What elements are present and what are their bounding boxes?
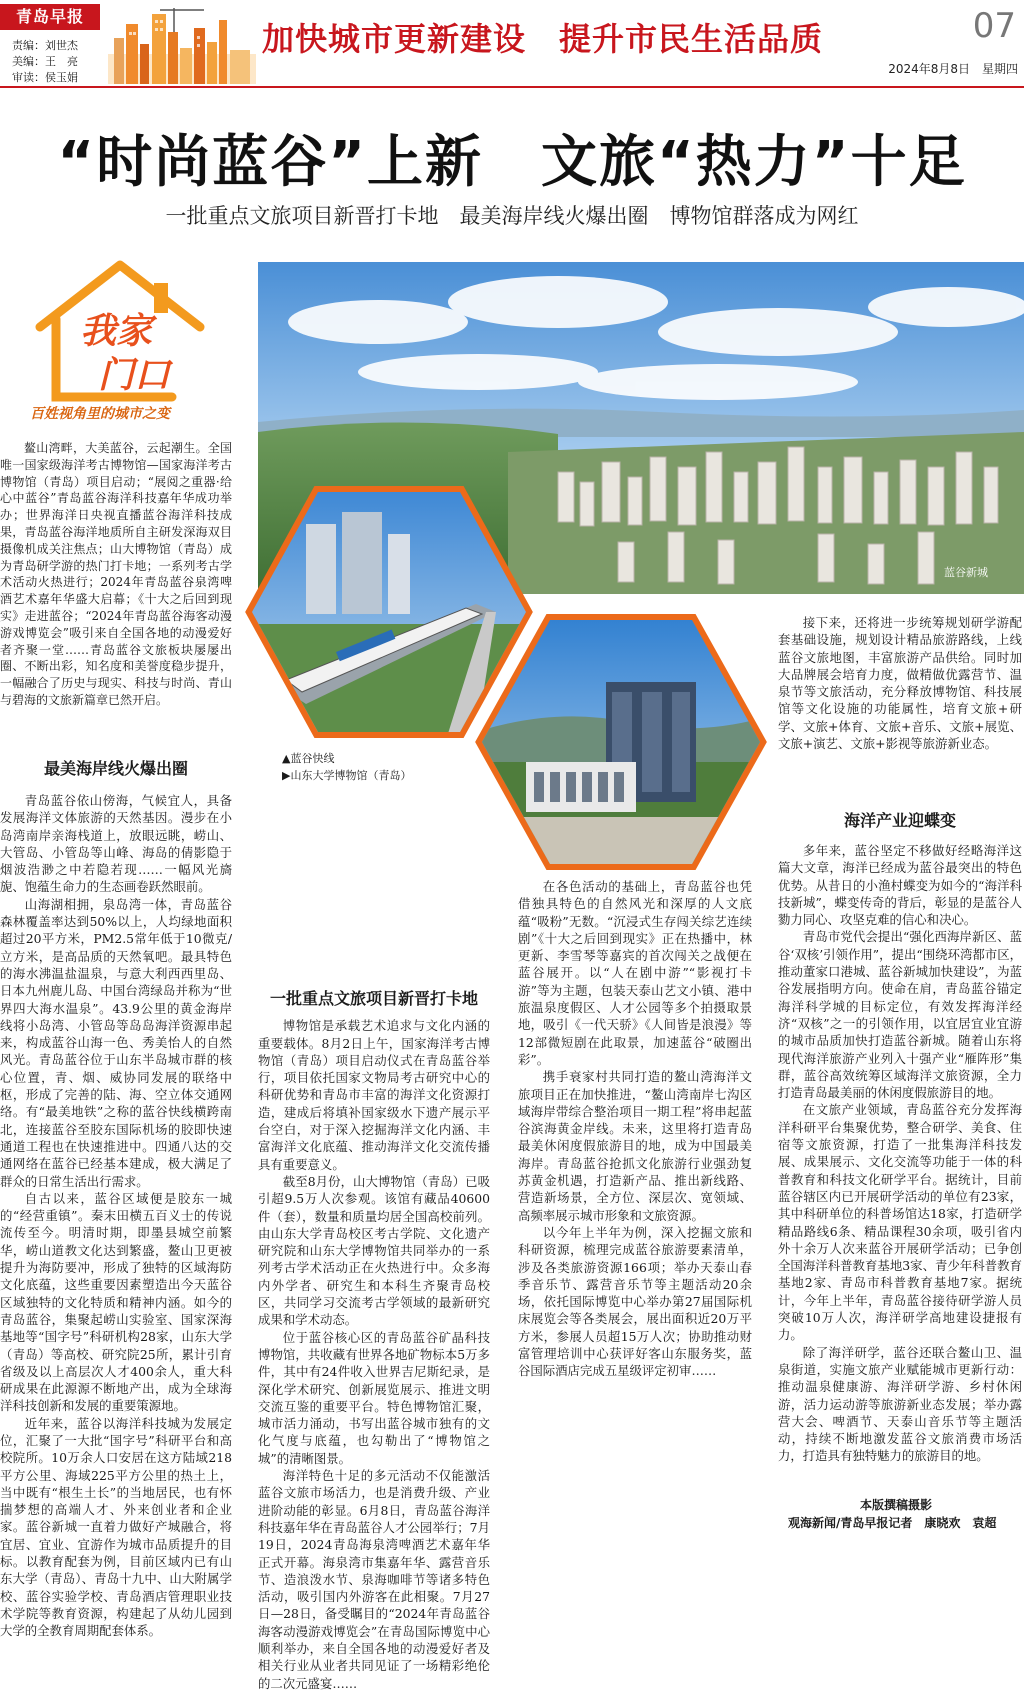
section-title-marine-industry: 海洋产业迎蝶变 bbox=[843, 811, 956, 830]
logo-title-top: 我家 bbox=[80, 311, 153, 352]
paragraph: 以今年上半年为例，深入挖掘文旅和科研资源，梳理完成蓝谷旅游要素清单，涉及各类旅游资源166项；举办天泰山春季音乐节、露营音乐节等主题活动20余场，依托国际博览中心举办第27届国际机床展览会等各类展会，展出面积近20万平方米，参展人员超15万人次；协助推动财富管理培训中心获评好客山东服务奖，蓝谷国际酒店完成五星级评定初审…… bbox=[518, 1224, 752, 1379]
paragraph: 携手衰家村共同打造的鳌山湾海洋文旅项目正在加快推进，“鳌山湾南岸七沟区域海岸带综合整治项目一期工程”将串起蓝谷滨海黄金岸线。未来，这里将打造青岛最美休闲度假旅游目的地，成为中国最美海岸。青岛蓝谷抢抓文化旅游行业强劲复苏黄金机遇，打造新产品、推出新线路、营造新场景，全方位、深层次、宽领域、高频率展示城市形象和文旅资源。 bbox=[518, 1069, 752, 1223]
photo-captions bbox=[282, 750, 411, 784]
paragraph: 在文旅产业领域，青岛蓝谷充分发挥海洋科研平台集聚优势，整合研学、美食、住宿等文旅资源，打造了一批集海洋科技发展、成果展示、文化交流等功能于一体的科普教育和科技文化研学平台。据统计，目前蓝谷辖区内已开展研学活动的单位有23家，其中科研单位的科普场馆达18家，打造研学精品路线6条、精品课程30余项，吸引省内外十余万人次来蓝谷开展研学活动；已争创全国海洋科普教育基地3家、青少年科普教育基地2家、青岛市科普教育基地7家。据统计，今年上半年，青岛蓝谷接待研学游人员突破10万人次，海洋研学高地建设捷报有力。 bbox=[778, 1102, 1022, 1343]
paragraph: 青岛蓝谷依山傍海，气候宜人，具备发展海洋文体旅游的天然基因。漫步在小岛湾南岸亲海栈道上，放眼远眺，崂山、大管岛、小管岛等山峰、海岛的倩影隐于烟波浩渺之中若隐若现……一幅风光旖旎、饱蕴生命力的生态画卷跃然眼前。 bbox=[0, 793, 232, 895]
logo-title-bottom: 门口 bbox=[98, 355, 171, 396]
paragraph: 多年来，蓝谷坚定不移做好经略海洋这篇大文章，海洋已经成为蓝谷最突出的特色优势。从昔日的小渔村蝶变为如今的“海洋科技新城”，蝶变传奇的背后，彰显的是蓝谷人勠力同心、攻坚克难的信心和决心。 bbox=[778, 843, 1022, 928]
skyline-illustration bbox=[108, 4, 256, 84]
column-2-spacer bbox=[258, 810, 490, 986]
reporter-credit-line: 观海新闻/青岛早报记者 康晓欢 袁超 bbox=[788, 1516, 997, 1530]
photo-credit-line: 本版撰稿摄影 bbox=[860, 1498, 933, 1512]
column-1-body bbox=[0, 792, 232, 1639]
paragraph: 接下来，还将进一步统筹规划研学游配套基础设施，规划设计精品旅游路线，上线蓝谷文旅地图，丰富旅游产品供给。同时加大品牌展会培育力度，做精做优露营节、温泉节等文旅活动，充分释放博物馆、科技展馆等文化设施的功能属性，培育文旅+研学、文旅+体育、文旅+音乐、文旅+展览、文旅+演艺、文旅+影视等旅游新业态。 bbox=[778, 615, 1022, 752]
masthead-divider bbox=[0, 86, 1024, 88]
main-headline: “时尚蓝谷”上新 文旅“热力”十足 bbox=[57, 130, 967, 195]
newspaper-brand: 青岛早报 bbox=[0, 4, 100, 30]
paragraph: 在各色活动的基础上，青岛蓝谷也凭借独具特色的自然风光和深厚的人文底蕴“吸粉”无数。“沉浸式生存闯关综艺连续剧”《十大之后回到现实》正在热播中，林更新、李雪琴等嘉宾的首次闯关之战便在蓝谷展开。以“人在剧中游”“影视打卡游”等为主题，包装天泰山艺文小镇、港中旅温泉度假区、人才公园等多个拍摄取景地，吸引《一代天骄》《人间皆是浪漫》等12部微短剧在此取景，加速蓝谷“破圈出彩”。 bbox=[518, 879, 752, 1067]
caption-metro: ▲蓝谷快线 bbox=[282, 752, 335, 765]
section-title-projects: 一批重点文旅项目新晋打卡地 bbox=[269, 989, 478, 1008]
museum-hexagon-photo bbox=[476, 612, 766, 872]
paragraph: 位于蓝谷核心区的青岛蓝谷矿晶科技博物馆，共收藏有世界各地矿物标本5万多件，其中有24件收入世界吉尼斯纪录，是深化学术研究、创新展览展示、推进文明交流互鉴的重要平台。特色博物馆汇聚，城市活力涌动，书写出蓝谷城市独有的文化气度与底蕴，也勾勒出了“博物馆之城”的清晰图景。 bbox=[258, 1329, 490, 1466]
paragraph: 博物馆是承载艺术追求与文化内涵的重要载体。8月2日上午，国家海洋考古博物馆（青岛）项目启动仪式在青岛蓝谷举行，项目依托国家文物局考古研究中心的科研优势和青岛市丰富的海洋文化资源打造，建成后将填补国家级水下遗产展示平台空白，对于深入挖掘海洋文化内涵、丰富海洋文化底蕴、推动海洋文化交流传播具有重要意义。 bbox=[258, 1018, 490, 1172]
column-logo bbox=[22, 255, 218, 425]
page-number: 07 bbox=[972, 6, 1016, 46]
paragraph: 山海湖相拥，泉岛湾一体，青岛蓝谷森林覆盖率达到50%以上，人均绿地面积超过20平方米，PM2.5常年低于10微克/立方米，是高品质的天然氧吧。最具特色的海水沸温盐温泉，与意大利西西里岛、日本九州鹿儿岛、中国台湾绿岛并称为“世界四大海水温泉”。43.9公里的黄金海岸线将小岛湾、小管岛等岛岛海洋资源串起来，构成蓝谷山海一色、秀美怡人的自然风光。青岛蓝谷位于山东半岛城市群的核心位置，青、烟、威协同发展的联络中枢，形成了完善的陆、海、空立体交通网络。有“最美地铁”之称的蓝谷快线横跨南北，连接蓝谷至胶东国际机场的胶即快速通道工程也在快速推进中。四通八达的交通网络在蓝谷已经基本建成，极大满足了群众的日常生活出行需求。 bbox=[0, 896, 232, 1189]
section-title-coastline: 最美海岸线火爆出圈 bbox=[43, 759, 188, 778]
sub-headline: 一批重点文旅项目新晋打卡地 最美海岸线火爆出圈 博物馆群落成为网红 bbox=[165, 204, 859, 228]
column-3-body bbox=[518, 878, 752, 1528]
page-band-title: 加快城市更新建设 提升市民生活品质 bbox=[262, 20, 824, 58]
column-2-body bbox=[258, 810, 490, 1691]
column-4-top bbox=[778, 614, 1022, 804]
column-4-body bbox=[778, 842, 1022, 1492]
editor-line: 责编：刘世杰 bbox=[12, 39, 78, 52]
caption-museum: ▶山东大学博物馆（青岛） bbox=[282, 769, 412, 782]
paragraph: 除了海洋研学，蓝谷还联合鳌山卫、温泉街道，实施文旅产业赋能城市更新行动：推动温泉健康游、海洋研学游、乡村休闲游，活力运动游等旅游新业态发展；举办露营大会、啤酒节、天泰山音乐节等主题活动，持续不断地激发蓝谷文旅消费市场活力，打造具有独特魅力的旅游目的地。 bbox=[778, 1344, 1022, 1464]
designer-line: 美编：王 亮 bbox=[12, 55, 78, 68]
paragraph: 自古以来，蓝谷区域便是胶东一城的“经营重镇”。秦末田横五百义士的传说流传至今。明清时期，即墨县城空前繁华，崂山道教文化达到繁盛，鳌山卫更被提升为海防要冲，形成了独特的区域海防文化底蕴，这些重要因素塑造出今天蓝谷区域独特的文化特质和精神内涵。如今的青岛蓝谷，集聚起崂山实验室、国家深海基地等“国字号”科研机构28家，山东大学（青岛）等高校、研究院25所，累计引育省级及以上高层次人才400余人，重大科研成果在此源源不断地产出，成为全球海洋科技创新和发展的重要策源地。 bbox=[0, 1190, 232, 1414]
logo-tagline: 百姓视角里的城市之变 bbox=[30, 406, 170, 422]
paragraph: 青岛市党代会提出“强化西海岸新区、蓝谷‘双核’引领作用”，提出“围绕环湾都市区，推动董家口港城、蓝谷新城加快建设”，为蓝谷发展指明方向。使命在肩，青岛蓝谷锚定海洋科学城的目标定位，有效发挥海洋经济“双核”之一的引领作用，以宜居宜业宜游的城市品质加快打造蓝谷新城。随着山东将现代海洋旅游产业列入十强产业“雁阵形”集群，蓝谷高效统筹区域海洋文旅资源，全力打造青岛最美丽的休闲度假旅游目的地。 bbox=[778, 929, 1022, 1101]
lead-paragraph bbox=[0, 440, 232, 740]
proofreader-line: 审读：侯玉娟 bbox=[12, 71, 78, 84]
lead-text: 鳌山湾畔，大美蓝谷，云起潮生。全国唯一国家级海洋考古博物馆—国家海洋考古博物馆（青岛）项目启动；“展阅之重器·给心中蓝谷”青岛蓝谷海洋科技嘉年华成功举办；世界海洋日央视直播蓝谷海洋科技成果，青岛蓝谷海洋地质所自主研发深海双目摄像机成关注焦点；山大博物馆（青岛）成为青岛研学游的热门打卡地；一系列考古学术活动火热进行；2024年青岛蓝谷泉湾啤酒艺术嘉年华盛大启幕；《十大之后回到现实》走进蓝谷；“2024年青岛蓝谷海客动漫游戏博览会”吸引来自全国各地的动漫爱好者齐聚一堂……青岛蓝谷文旅板块屡屡出圈、不断出彩，知名度和美誉度稳步提升，一幅融合了历史与现实、科技与时尚、青山与碧海的文旅新篇章已然开启。 bbox=[0, 441, 232, 707]
photo-credit: 蓝谷新城 bbox=[944, 566, 988, 579]
paragraph: 海洋特色十足的多元活动不仅能激活蓝谷文旅市场活力，也是消费升级、产业进阶动能的彰显。6月8日，青岛蓝谷海洋科技嘉年华在青岛蓝谷人才公园举行；7月19日，2024青岛海泉湾啤酒艺术嘉年华正式开幕。海泉湾市集嘉年华、露营音乐节、造浪泼水节、泉海咖啡节等诸多特色活动，吸引国内外游客在此相聚。7月27日—28日，备受瞩目的“2024年青岛蓝谷海客动漫游戏博览会”在青岛国际博览中心顺利举办，来自全国各地的动漫爱好者及相关行业从业者共同见证了一场精彩绝伦的二次元盛宴…… bbox=[258, 1468, 490, 1691]
issue-date: 2024年8月8日 星期四 bbox=[888, 62, 1018, 76]
editor-credits bbox=[12, 38, 122, 86]
paragraph: 近年来，蓝谷以海洋科技城为发展定位，汇聚了一大批“国字号”科研平台和高校院所。10万余人口安居在这方陆域218平方公里、海域225平方公里的热土上，当中既有“根生土长”的当地居民，也有怀揣梦想的高端人才、外来创业者和企业家。蓝谷新城一直着力做好产城融合，将宜居、宜业、宜游作为城市品质提升的目标。以教育配套为例，目前区域内已有山东大学（青岛）、青岛十九中、山大附属学校、蓝谷实验学校、青岛酒店管理职业技术学院等教育资源，构建起了从幼儿园到大学的全教育周期配套体系。 bbox=[0, 1415, 232, 1639]
paragraph: 截至8月份，山大博物馆（青岛）已吸引超9.5万人次参观。该馆有藏品40600件（套），数量和质量均居全国高校前列。由山东大学青岛校区考古学院、文化遗产研究院和山东大学博物馆共同举办的一系列考古学术活动正在火热进行中。众多海内外学者、研究生和本科生齐聚青岛校区，共同学习交流考古学领域的最新研究成果和学术动态。 bbox=[258, 1173, 490, 1328]
